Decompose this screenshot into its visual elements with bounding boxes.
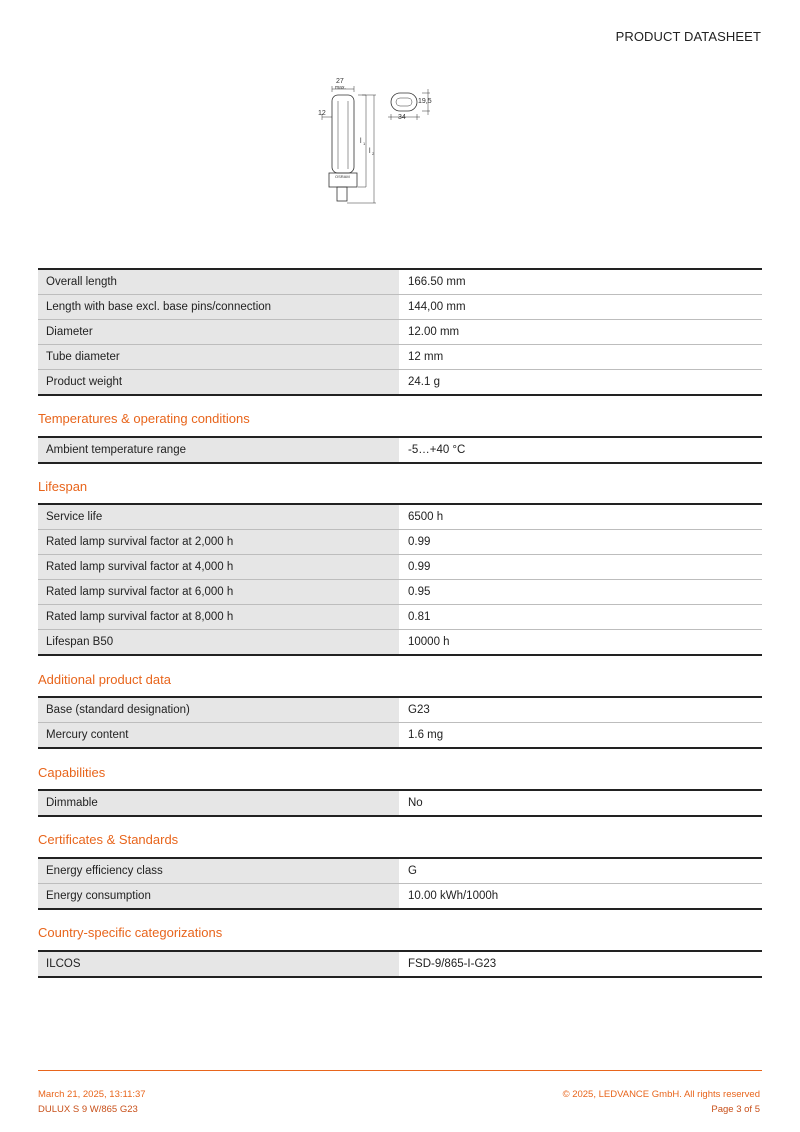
spec-label: Dimmable — [38, 790, 400, 816]
dimensions-table — [38, 268, 762, 396]
table-row — [38, 530, 762, 555]
drawing-label-end-height: 19,5 — [418, 98, 432, 105]
spec-label: Length with base excl. base pins/connection — [38, 295, 400, 320]
drawing-label-l1-sub: 1 — [363, 141, 366, 146]
spec-value: 0.99 — [400, 530, 763, 555]
table-row — [38, 884, 762, 910]
spec-label: Product weight — [38, 370, 400, 396]
spec-label: Rated lamp survival factor at 6,000 h — [38, 580, 400, 605]
certificates-table — [38, 857, 762, 910]
lamp-tube-outline — [332, 95, 354, 173]
spec-label: ILCOS — [38, 951, 400, 977]
footer-copyright: © 2025, LEDVANCE GmbH. All rights reserved — [562, 1089, 760, 1100]
spec-label: Energy efficiency class — [38, 858, 400, 884]
drawing-label-tube-width: 12 — [318, 110, 326, 117]
drawing-label-top-width: 27 — [336, 78, 344, 85]
table-row — [38, 320, 762, 345]
spec-value: 1.6 mg — [400, 723, 763, 749]
table-row — [38, 437, 762, 463]
spec-value: -5…+40 °C — [400, 437, 763, 463]
table-row — [38, 295, 762, 320]
section-title-certificates: Certificates & Standards — [38, 832, 179, 847]
table-row — [38, 790, 762, 816]
table-row — [38, 723, 762, 749]
table-row — [38, 580, 762, 605]
lamp-dimension-drawing — [300, 75, 450, 215]
spec-value: 0.99 — [400, 555, 763, 580]
table-row — [38, 858, 762, 884]
country-categorizations-table — [38, 950, 762, 978]
drawing-logo-text: OSRAM — [335, 174, 350, 179]
spec-label: Base (standard designation) — [38, 697, 400, 723]
drawing-label-l1: l — [360, 138, 362, 145]
table-row — [38, 504, 762, 530]
capabilities-table — [38, 789, 762, 817]
spec-value: 144,00 mm — [400, 295, 763, 320]
spec-label: Ambient temperature range — [38, 437, 400, 463]
additional-data-table — [38, 696, 762, 749]
spec-value: 166.50 mm — [400, 269, 763, 295]
lifespan-table — [38, 503, 762, 656]
spec-value: 12.00 mm — [400, 320, 763, 345]
spec-label: Rated lamp survival factor at 2,000 h — [38, 530, 400, 555]
spec-value: 6500 h — [400, 504, 763, 530]
drawing-label-l2: l — [369, 148, 371, 155]
table-row — [38, 605, 762, 630]
spec-label: Energy consumption — [38, 884, 400, 910]
section-title-capabilities: Capabilities — [38, 765, 106, 780]
table-row — [38, 345, 762, 370]
drawing-label-l2-sub: 2 — [372, 151, 375, 156]
footer-divider — [38, 1070, 762, 1071]
temperatures-table — [38, 436, 762, 464]
spec-value: 10.00 kWh/1000h — [400, 884, 763, 910]
spec-value: 12 mm — [400, 345, 763, 370]
spec-label: Diameter — [38, 320, 400, 345]
spec-value: FSD-9/865-I-G23 — [400, 951, 763, 977]
lamp-end-view — [391, 93, 417, 111]
section-title-country-categorizations: Country-specific categorizations — [38, 925, 223, 940]
spec-label: Mercury content — [38, 723, 400, 749]
footer-page-number: Page 3 of 5 — [711, 1104, 760, 1115]
spec-value: 10000 h — [400, 630, 763, 656]
spec-value: 0.81 — [400, 605, 763, 630]
footer-product-name: DULUX S 9 W/865 G23 — [38, 1104, 138, 1115]
table-row — [38, 370, 762, 396]
section-title-lifespan: Lifespan — [38, 479, 88, 494]
lamp-pins — [337, 187, 347, 201]
footer-timestamp: March 21, 2025, 13:11:37 — [38, 1089, 146, 1100]
table-row — [38, 269, 762, 295]
section-title-temperatures: Temperatures & operating conditions — [38, 411, 250, 426]
spec-label: Tube diameter — [38, 345, 400, 370]
table-row — [38, 630, 762, 656]
spec-value: 0.95 — [400, 580, 763, 605]
spec-value: G — [400, 858, 763, 884]
section-title-additional-data: Additional product data — [38, 672, 171, 687]
spec-label: Lifespan B50 — [38, 630, 400, 656]
spec-value: 24.1 g — [400, 370, 763, 396]
spec-value: No — [400, 790, 763, 816]
spec-label: Rated lamp survival factor at 8,000 h — [38, 605, 400, 630]
page-header-title: PRODUCT DATASHEET — [615, 29, 761, 44]
table-row — [38, 951, 762, 977]
spec-label: Rated lamp survival factor at 4,000 h — [38, 555, 400, 580]
table-row — [38, 697, 762, 723]
drawing-label-end-width: 34 — [398, 114, 406, 121]
spec-value: G23 — [400, 697, 763, 723]
spec-label: Service life — [38, 504, 400, 530]
drawing-label-top-note: max. — [335, 85, 346, 91]
table-row — [38, 555, 762, 580]
spec-label: Overall length — [38, 269, 400, 295]
